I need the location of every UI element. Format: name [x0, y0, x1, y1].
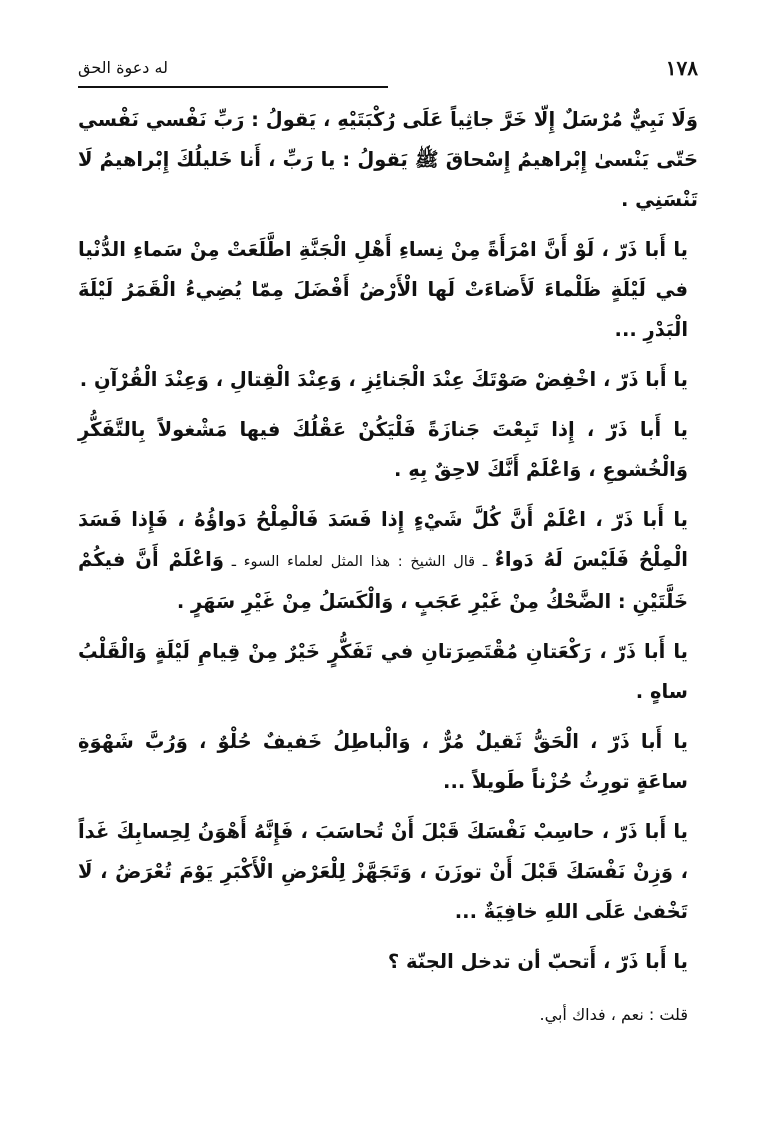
running-title: له دعوة الحق	[78, 58, 168, 77]
header-rule	[78, 86, 388, 88]
paragraph-5-text-after: وَاعْلَمْ أَنَّ فيكُمْ خَلَّتَيْنِ : الضَّحْكُ مِنْ غَيْرِ عَجَبٍ ، وَالْكَسَلُ مِنْ غَيْرِ سَهَرٍ .	[78, 548, 688, 613]
sheikh-note: ـ قال الشيخ : هذا المثل لعلماء السوء ـ	[223, 554, 495, 570]
page-number: ١٧٨	[665, 56, 698, 80]
paragraph-7: يا أَبا ذَرّ ، الْحَقُّ ثَقيلٌ مُرٌّ ، وَالْباطِلُ خَفيفٌ حُلْوٌ ، وَرُبَّ شَهْوَةِ ساعَةٍ تورِثُ حُزْناً طَويلاً ...	[78, 730, 688, 793]
paragraph-1: وَلَا نَبِيٌّ مُرْسَلٌ إِلّا خَرَّ جاثِياً عَلَى رُكْبَتَيْهِ ، يَقولُ : رَبِّ نَفْسي نَفْسي حَتّى يَنْسىٰ إِبْراهيمُ إِسْحاقَ ﷺ يَقولُ : يا رَبِّ ، أَنا خَليلُكَ إِبْراهيمُ لَا تَنْسَنِي .	[78, 108, 698, 211]
paragraph-3: يا أَبا ذَرّ ، اخْفِضْ صَوْتَكَ عِنْدَ الْجَنائِزِ ، وَعِنْدَ الْقِتالِ ، وَعِنْدَ الْقُرْآنِ .	[79, 368, 688, 391]
closing-line: قلت : نعم ، فداك أبي.	[539, 1005, 688, 1024]
document-page	[78, 28, 698, 1098]
paragraph-6: يا أَبا ذَرّ ، رَكْعَتانِ مُقْتَصِرَتانِ في تَفَكُّرٍ خَيْرٌ مِنْ قِيامِ لَيْلَةٍ وَالْقَلْبُ ساهٍ .	[78, 640, 688, 703]
paragraph-9: يا أَبا ذَرّ ، أَتحبّ أن تدخل الجنّة ؟	[387, 950, 688, 973]
paragraph-8: يا أَبا ذَرّ ، حاسِبْ نَفْسَكَ قَبْلَ أَنْ تُحاسَبَ ، فَإِنَّهُ أَهْوَنُ لِحِسابِكَ غَداً ، وَزِنْ نَفْسَكَ قَبْلَ أَنْ توزَنَ ، وَتَجَهَّزْ لِلْعَرْضِ الْأَكْبَرِ يَوْمَ تُعْرَضُ ، لَا تَخْفىٰ عَلَى اللهِ خافِيَةٌ ...	[78, 820, 688, 923]
paragraph-4: يا أَبا ذَرّ ، إِذا تَبِعْتَ جَنازَةً فَلْيَكُنْ عَقْلُكَ فيها مَشْغولاً بِالتَّفَكُّرِ وَالْخُشوعِ ، وَاعْلَمْ أَنَّكَ لاحِقٌ بِهِ .	[78, 418, 688, 481]
body-text	[78, 100, 698, 1046]
paragraph-5	[78, 500, 698, 622]
paragraph-5-text-before: يا أَبا ذَرّ ، اعْلَمْ أَنَّ كُلَّ شَيْءٍ إِذا فَسَدَ فَالْمِلْحُ دَواؤُهُ ، فَإِذا فَسَدَ الْمِلْحُ فَلَيْسَ لَهُ دَواءٌ	[78, 508, 688, 571]
page-header	[78, 56, 698, 86]
paragraph-2: يا أَبا ذَرّ ، لَوْ أَنَّ امْرَأَةً مِنْ نِساءِ أَهْلِ الْجَنَّةِ اطَّلَعَتْ مِنْ سَماءِ الدُّنْيا في لَيْلَةٍ ظَلْماءَ لَأَضاءَتْ لَها الْأَرْضُ أَفْضَلَ مِمّا يُضِيءُ الْقَمَرُ لَيْلَةَ الْبَدْرِ ...	[78, 238, 688, 341]
